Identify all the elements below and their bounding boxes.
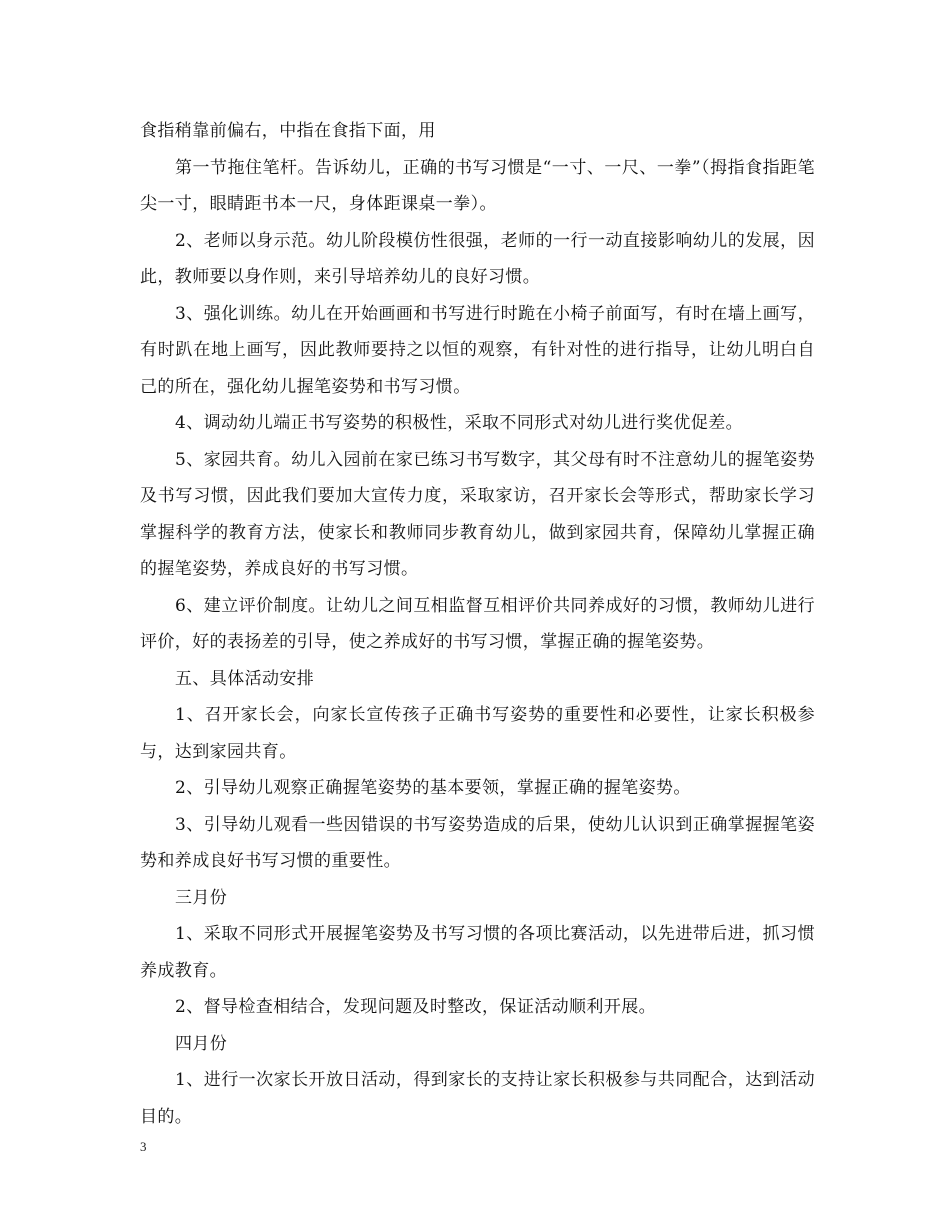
paragraph: 第一节拖住笔杆。告诉幼儿，正确的书写习惯是“一寸、一尺、一拳”（拇指食指距笔尖一寸，眼睛距书本一尺，身体距课桌一拳）。 [140, 157, 815, 214]
page-number: 3 [140, 1139, 147, 1154]
paragraph: 3、强化训练。幼儿在开始画画和书写进行时跪在小椅子前面写，有时在墙上画写，有时趴在地上画写，因此教师要持之以恒的观察，有针对性的进行指导，让幼儿明白自己的所在，强化幼儿握笔姿势和书写习惯。 [140, 303, 815, 397]
paragraph: 5、家园共育。幼儿入园前在家已练习书写数字，其父母有时不注意幼儿的握笔姿势及书写习惯，因此我们要加大宣传力度，采取家访，召开家长会等形式，帮助家长学习掌握科学的教育方法，使家长和教师同步教育幼儿，做到家园共育，保障幼儿掌握正确的握笔姿势，养成良好的书写习惯。 [140, 449, 815, 579]
paragraph: 2、老师以身示范。幼儿阶段模仿性很强，老师的一行一动直接影响幼儿的发展，因此，教师要以身作则，来引导培养幼儿的良好习惯。 [140, 230, 815, 287]
paragraph: 1、召开家长会，向家长宣传孩子正确书写姿势的重要性和必要性，让家长积极参与，达到家园共育。 [140, 705, 815, 762]
section-heading: 五、具体活动安排 [175, 668, 315, 689]
paragraph: 食指稍靠前偏右，中指在食指下面，用 [140, 121, 436, 141]
paragraph: 1、进行一次家长开放日活动，得到家长的支持让家长积极参与共同配合，达到活动目的。 [140, 1070, 815, 1127]
month-heading: 三月份 [175, 887, 228, 908]
paragraph: 3、引导幼儿观看一些因错误的书写姿势造成的后果，使幼儿认识到正确掌握握笔姿势和养成良好书写习惯的重要性。 [140, 814, 815, 871]
document-body [140, 113, 815, 1135]
paragraph: 1、采取不同形式开展握笔姿势及书写习惯的各项比赛活动，以先进带后进，抓习惯养成教育。 [140, 924, 815, 981]
paragraph: 4、调动幼儿端正书写姿势的积极性，采取不同形式对幼儿进行奖优促差。 [175, 413, 744, 433]
month-heading: 四月份 [175, 1033, 228, 1054]
paragraph: 2、督导检查相结合，发现问题及时整改，保证活动顺利开展。 [175, 997, 657, 1017]
paragraph: 2、引导幼儿观察正确握笔姿势的基本要领，掌握正确的握笔姿势。 [175, 778, 691, 798]
paragraph: 6、建立评价制度。让幼儿之间互相监督互相评价共同养成好的习惯，教师幼儿进行评价，好的表扬差的引导，使之养成好的书写习惯，掌握正确的握笔姿势。 [140, 595, 815, 652]
